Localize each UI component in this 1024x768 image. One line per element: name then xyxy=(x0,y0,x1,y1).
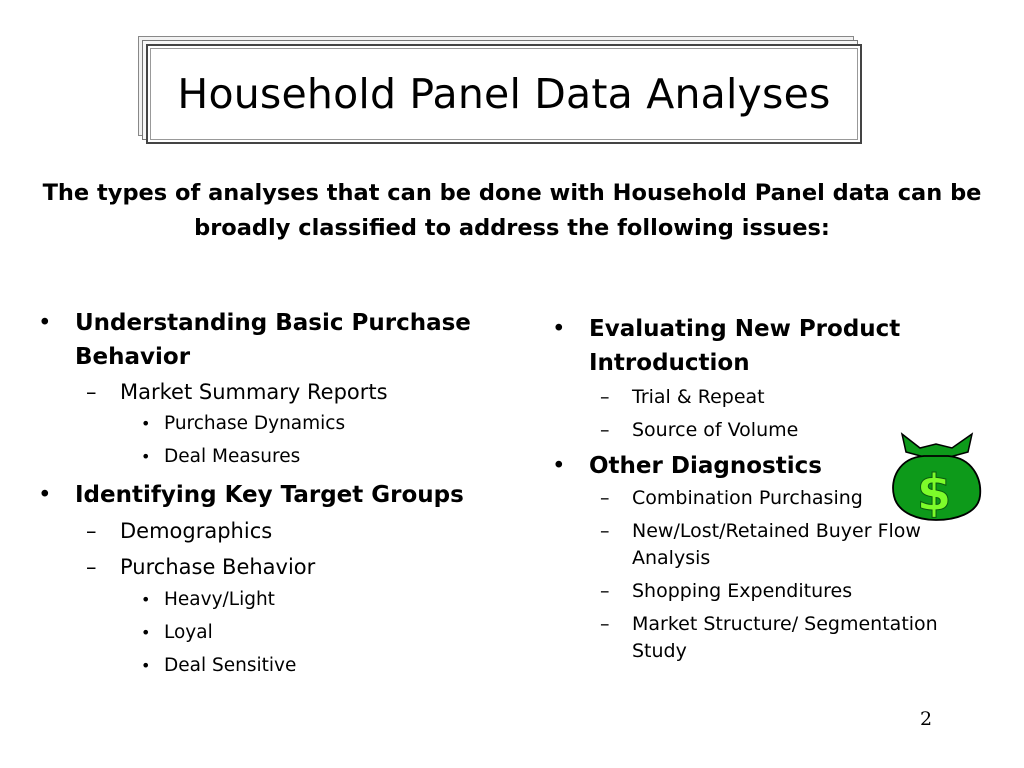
sub-sub-bullet-label: Deal Measures xyxy=(164,446,301,467)
dot-marker: • xyxy=(141,414,151,433)
title-box xyxy=(138,36,860,142)
sub-sub-bullet-heavy-light xyxy=(34,586,474,613)
dot-marker: • xyxy=(141,590,151,609)
bullet-label: Other Diagnostics xyxy=(589,453,822,479)
sub-bullet-market-summary-reports xyxy=(34,377,474,407)
dot-marker: • xyxy=(141,447,151,466)
sub-bullet-label: Market Summary Reports xyxy=(120,380,388,404)
sub-sub-bullet-label: Heavy/Light xyxy=(164,589,275,610)
bullet-label: Understanding Basic Purchase Behavior xyxy=(75,310,471,370)
page-number: 2 xyxy=(920,708,933,730)
bullet-label: Identifying Key Target Groups xyxy=(75,482,464,508)
sub-bullet-shopping-expenditures xyxy=(548,578,998,605)
dollar-sign: $ xyxy=(916,464,952,522)
sub-bullet-market-structure-segmentation xyxy=(548,611,998,665)
dash-marker: – xyxy=(86,380,97,404)
sub-bullet-label: Shopping Expenditures xyxy=(632,580,853,602)
sub-bullet-label: Market Structure/ Segmentation Study xyxy=(632,613,938,662)
left-column xyxy=(34,306,474,679)
sub-bullet-buyer-flow-analysis xyxy=(548,518,998,572)
bullet-dot: • xyxy=(552,316,566,342)
sub-sub-bullet-deal-sensitive xyxy=(34,652,474,679)
bullet-dot: • xyxy=(38,310,52,336)
bullet-dot: • xyxy=(552,453,566,479)
money-bag-icon xyxy=(884,432,988,522)
dash-marker: – xyxy=(600,386,610,408)
sub-sub-bullet-label: Deal Sensitive xyxy=(164,655,297,676)
sub-bullet-label: Combination Purchasing xyxy=(632,487,863,509)
sub-bullet-label: Demographics xyxy=(120,519,273,543)
bullet-evaluating-new-product-introduction xyxy=(548,312,998,380)
dash-marker: – xyxy=(86,555,97,579)
dot-marker: • xyxy=(141,656,151,675)
money-bag-tie xyxy=(902,434,972,458)
dash-marker: – xyxy=(600,613,610,635)
dash-marker: – xyxy=(600,419,610,441)
sub-sub-bullet-deal-measures xyxy=(34,443,474,470)
dash-marker: – xyxy=(86,519,97,543)
dash-marker: – xyxy=(600,580,610,602)
sub-bullet-label: Purchase Behavior xyxy=(120,555,316,579)
sub-bullet-purchase-behavior xyxy=(34,552,474,582)
bullet-identifying-key-target-groups xyxy=(34,478,474,512)
dot-marker: • xyxy=(141,623,151,642)
sub-sub-bullet-label: Loyal xyxy=(164,622,213,643)
sub-sub-bullet-purchase-dynamics xyxy=(34,410,474,437)
sub-sub-bullet-loyal xyxy=(34,619,474,646)
sub-bullet-label: Trial & Repeat xyxy=(632,386,765,408)
sub-bullet-trial-repeat xyxy=(548,384,998,411)
slide-subtitle: The types of analyses that can be done with Household Panel data can be broadly classified to address the following issues: xyxy=(42,180,982,241)
sub-bullet-label: New/Lost/Retained Buyer Flow Analysis xyxy=(632,520,921,569)
bullet-understanding-basic-purchase-behavior xyxy=(34,306,474,374)
sub-sub-bullet-label: Purchase Dynamics xyxy=(164,413,346,434)
sub-bullet-demographics xyxy=(34,516,474,546)
bullet-dot: • xyxy=(38,482,52,508)
bullet-label: Evaluating New Product Introduction xyxy=(589,316,901,376)
dash-marker: – xyxy=(600,487,610,509)
dash-marker: – xyxy=(600,520,610,542)
slide-title: Household Panel Data Analyses xyxy=(177,70,831,118)
sub-bullet-label: Source of Volume xyxy=(632,419,799,441)
